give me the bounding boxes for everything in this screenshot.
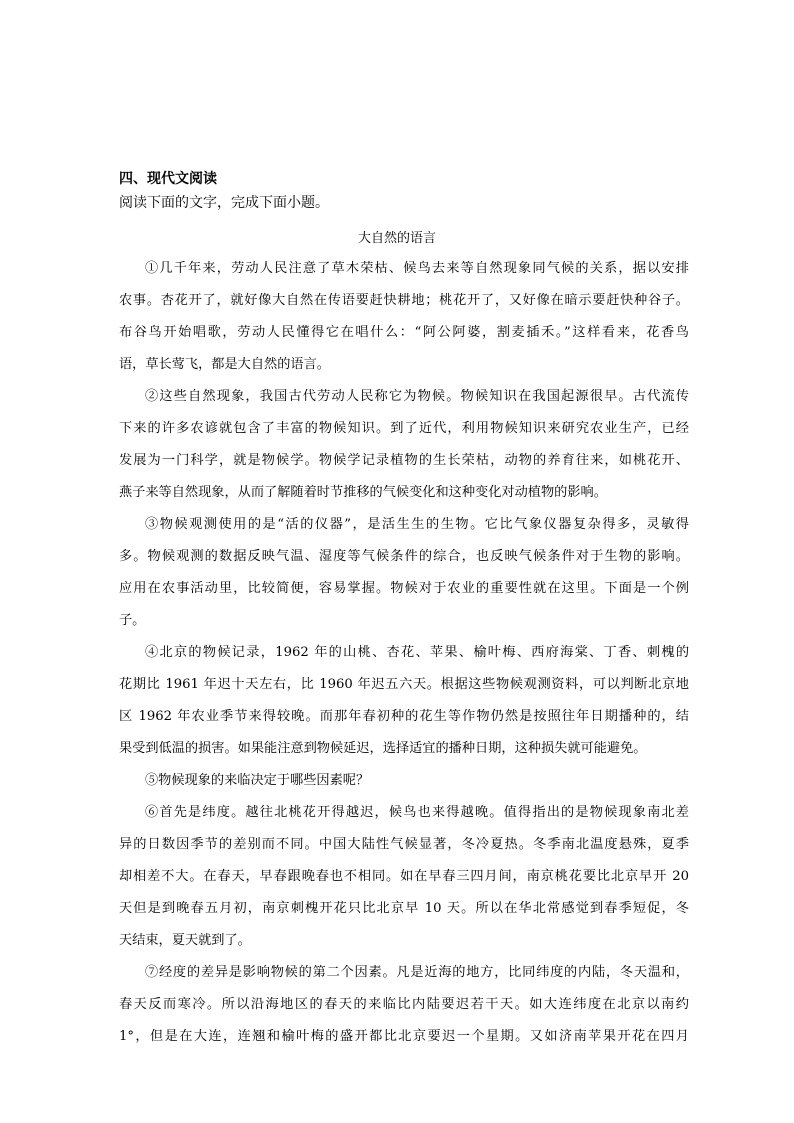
paragraph-line: 农事。杏花开了，就好像大自然在传语要赶快耕地；桃花开了，又好像在暗示要赶快种谷子。 <box>119 293 689 308</box>
paragraph-line: 多。物候观测的数据反映气温、湿度等气候条件的综合，也反映气候条件对于生物的影响。 <box>119 549 689 564</box>
section-title: 四、现代文阅读 <box>119 171 217 187</box>
paragraph-line: 春天反而寒冷。所以沿海地区的春天的来临比内陆要迟若干天。如大连纬度在北京以南约 <box>119 997 689 1012</box>
paragraph-line: 异的日数因季节的差别而不同。中国大陆性气候显著，冬冷夏热。冬季南北温度悬殊，夏季 <box>119 837 689 852</box>
paragraph-line: ⑦经度的差异是影响物候的第二个因素。凡是近海的地方，比同纬度的内陆，冬天温和， <box>145 965 689 980</box>
paragraph-line: 子。 <box>119 613 146 628</box>
paragraph-line: ③物候观测使用的是“活的仪器”，是活生生的生物。它比气象仪器复杂得多，灵敏得 <box>145 517 689 532</box>
paragraph-line: ②这些自然现象，我国古代劳动人民称它为物候。物候知识在我国起源很早。古代流传 <box>145 389 689 404</box>
paragraph-line: 果受到低温的损害。如果能注意到物候延迟，选择适宜的播种日期，这种损失就可能避免。 <box>119 741 647 756</box>
paragraph-line: ⑥首先是纬度。越往北桃花开得越迟，候鸟也来得越晚。值得指出的是物候现象南北差 <box>145 805 689 820</box>
paragraph-line: 天但是到晚春五月初，南京刺槐开花只比北京早 10 天。所以在华北常感觉到春季短促，冬 <box>119 901 689 916</box>
paragraph-line: 应用在农事活动里，比较简便，容易掌握。物候对于农业的重要性就在这里。下面是一个例 <box>119 581 689 596</box>
article-title: 大自然的语言 <box>357 231 436 246</box>
paragraph-line: 发展为一门科学，就是物候学。物候学记录植物的生长荣枯，动物的养育往来，如桃花开、 <box>119 453 689 468</box>
paragraph-line: 却相差不大。在春天，早春跟晚春也不相同。如在早春三四月间，南京桃花要比北京早开 20 <box>119 869 689 884</box>
paragraph-line: ⑤物候现象的来临决定于哪些因素呢？ <box>145 773 370 788</box>
paragraph-line: 语，草长莺飞，都是大自然的语言。 <box>119 357 330 372</box>
paragraph-line: 下来的许多农谚就包含了丰富的物候知识。到了近代，利用物候知识来研究农业生产，已经 <box>119 421 689 436</box>
paragraph-line: 区 1962 年农业季节来得较晚。而那年春初种的花生等作物仍然是按照往年日期播种的，结 <box>119 709 689 724</box>
paragraph-line: 燕子来等自然现象，从而了解随着时节推移的气候变化和这种变化对动植物的影响。 <box>119 485 607 500</box>
paragraph-line: ④北京的物候记录，1962 年的山桃、杏花、苹果、榆叶梅、西府海棠、丁香、刺槐的 <box>145 645 689 660</box>
instruction-text: 阅读下面的文字，完成下面小题。 <box>119 195 329 211</box>
paragraph-line: 天结束，夏天就到了。 <box>119 933 251 948</box>
paragraph-line: 布谷鸟开始唱歌，劳动人民懂得它在唱什么：“阿公阿婆，割麦插禾。”这样看来，花香鸟 <box>119 325 689 340</box>
paragraph-line: 花期比 1961 年迟十天左右，比 1960 年迟五六天。根据这些物候观测资料，可以判断北京地 <box>119 677 689 692</box>
paragraph-line: 1°，但是在大连，连翘和榆叶梅的盛开都比北京要迟一个星期。又如济南苹果开花在四月 <box>119 1029 689 1044</box>
paragraph-line: ①几千年来，劳动人民注意了草木荣枯、候鸟去来等自然现象同气候的关系，据以安排 <box>145 261 689 276</box>
